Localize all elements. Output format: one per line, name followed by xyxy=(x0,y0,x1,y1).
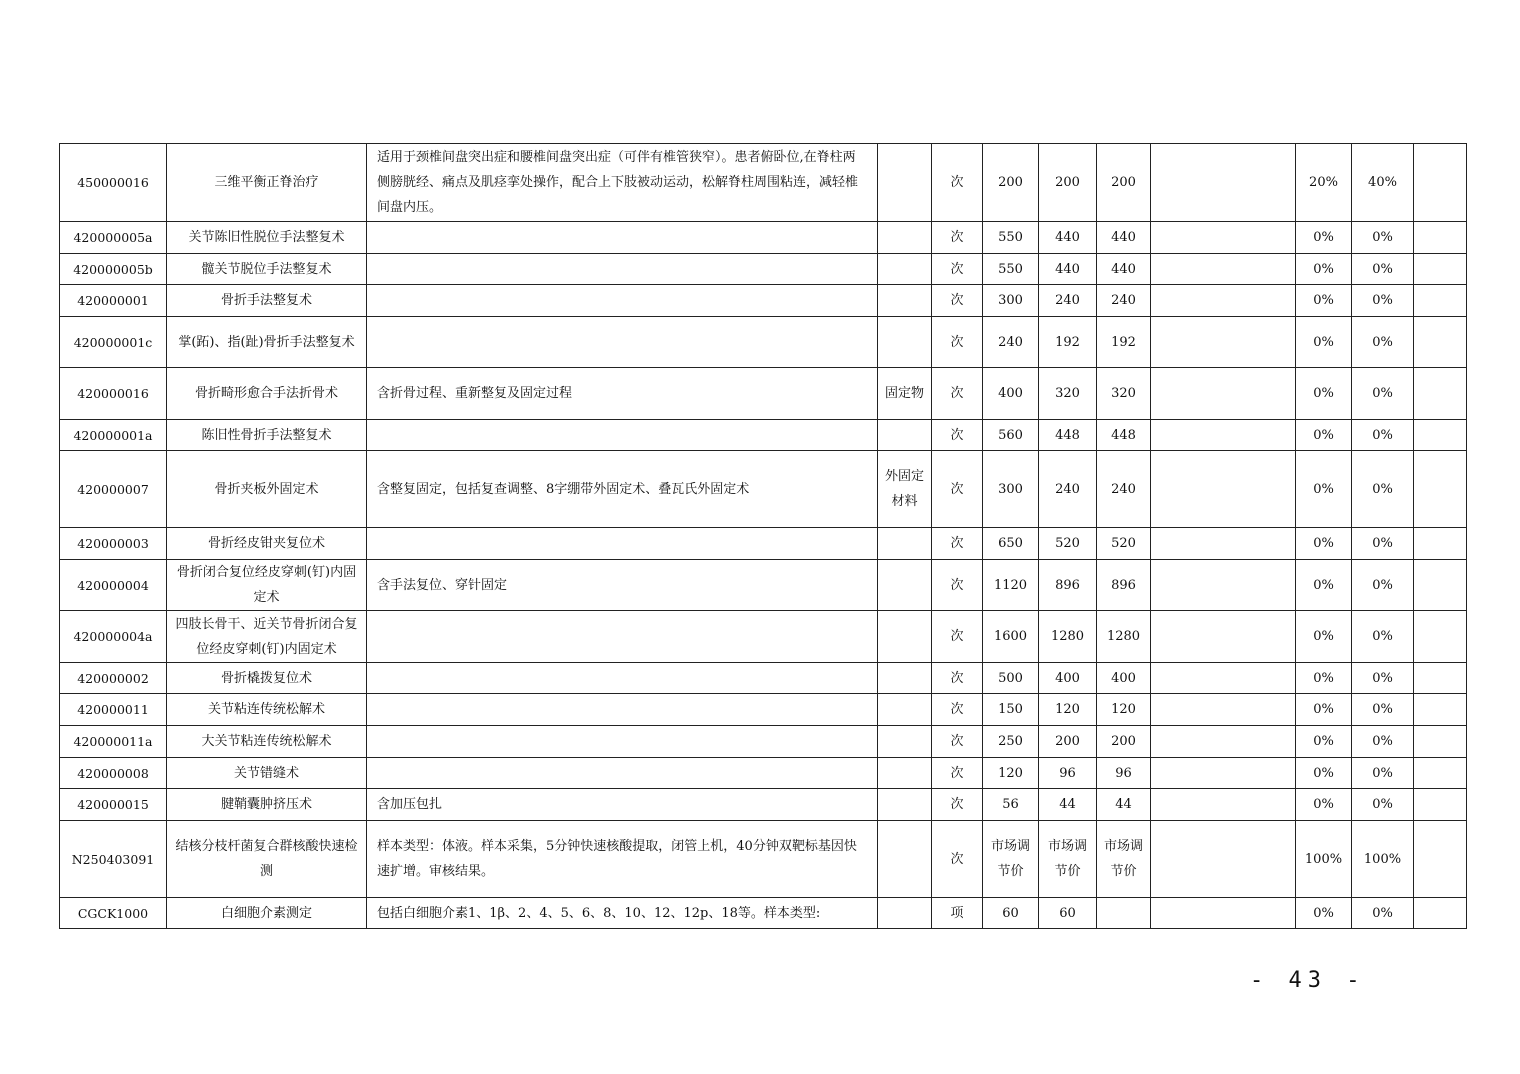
empty-cell xyxy=(1414,222,1467,254)
price-cell: 200 xyxy=(983,144,1039,222)
ratio-cell: 0% xyxy=(1296,663,1352,694)
code-cell: 420000005a xyxy=(60,222,167,254)
note-cell xyxy=(1151,368,1296,420)
price-cell: 60 xyxy=(983,898,1039,929)
exclude-cell xyxy=(878,222,932,254)
ratio-cell: 0% xyxy=(1296,368,1352,420)
price-cell: 150 xyxy=(983,694,1039,726)
ratio-cell: 0% xyxy=(1296,560,1352,611)
ratio-cell: 0% xyxy=(1352,222,1414,254)
empty-cell xyxy=(1414,317,1467,368)
desc-cell: 含整复固定，包括复查调整、8字绷带外固定术、叠瓦氏外固定术 xyxy=(367,451,878,528)
code-cell: 420000004 xyxy=(60,560,167,611)
price-cell: 400 xyxy=(1097,663,1151,694)
table-row xyxy=(60,317,1467,368)
name-cell: 白细胞介素测定 xyxy=(167,898,367,929)
table-row xyxy=(60,663,1467,694)
unit-cell: 次 xyxy=(932,285,983,317)
price-cell: 896 xyxy=(1039,560,1097,611)
name-cell: 骨折手法整复术 xyxy=(167,285,367,317)
price-cell: 60 xyxy=(1039,898,1097,929)
desc-cell: 适用于颈椎间盘突出症和腰椎间盘突出症（可伴有椎管狭窄）。患者俯卧位,在脊柱两侧膀胱经、痛点及肌痉挛处操作，配合上下肢被动运动，松解脊柱周围粘连，减轻椎间盘内压。 xyxy=(367,144,878,222)
name-cell: 关节粘连传统松解术 xyxy=(167,694,367,726)
table-row xyxy=(60,528,1467,560)
ratio-cell: 0% xyxy=(1352,789,1414,821)
desc-cell xyxy=(367,726,878,758)
desc-cell xyxy=(367,420,878,451)
unit-cell: 次 xyxy=(932,611,983,663)
price-cell: 192 xyxy=(1039,317,1097,368)
exclude-cell xyxy=(878,144,932,222)
table-row xyxy=(60,451,1467,528)
empty-cell xyxy=(1414,694,1467,726)
name-cell: 陈旧性骨折手法整复术 xyxy=(167,420,367,451)
note-cell xyxy=(1151,560,1296,611)
unit-cell: 次 xyxy=(932,528,983,560)
note-cell xyxy=(1151,758,1296,789)
exclude-cell xyxy=(878,285,932,317)
note-cell xyxy=(1151,285,1296,317)
price-cell: 1600 xyxy=(983,611,1039,663)
table-body xyxy=(60,144,1467,929)
desc-cell: 含折骨过程、重新整复及固定过程 xyxy=(367,368,878,420)
price-cell: 440 xyxy=(1097,254,1151,285)
ratio-cell: 0% xyxy=(1296,726,1352,758)
desc-cell xyxy=(367,694,878,726)
table-row xyxy=(60,368,1467,420)
ratio-cell: 0% xyxy=(1296,611,1352,663)
ratio-cell: 0% xyxy=(1352,285,1414,317)
price-cell: 120 xyxy=(1039,694,1097,726)
price-cell: 44 xyxy=(1097,789,1151,821)
price-cell: 440 xyxy=(1039,254,1097,285)
table-row xyxy=(60,694,1467,726)
empty-cell xyxy=(1414,254,1467,285)
code-cell: 420000011 xyxy=(60,694,167,726)
unit-cell: 次 xyxy=(932,663,983,694)
exclude-cell xyxy=(878,663,932,694)
empty-cell xyxy=(1414,420,1467,451)
note-cell xyxy=(1151,254,1296,285)
name-cell: 骨折夹板外固定术 xyxy=(167,451,367,528)
unit-cell: 次 xyxy=(932,821,983,898)
exclude-cell xyxy=(878,758,932,789)
name-cell: 关节错缝术 xyxy=(167,758,367,789)
note-cell xyxy=(1151,420,1296,451)
name-cell: 掌(跖)、指(趾)骨折手法整复术 xyxy=(167,317,367,368)
ratio-cell: 20% xyxy=(1296,144,1352,222)
ratio-cell: 0% xyxy=(1352,560,1414,611)
note-cell xyxy=(1151,144,1296,222)
code-cell: 420000011a xyxy=(60,726,167,758)
desc-cell xyxy=(367,663,878,694)
name-cell: 结核分枝杆菌复合群核酸快速检测 xyxy=(167,821,367,898)
unit-cell: 次 xyxy=(932,789,983,821)
page-number: - 43 - xyxy=(1250,968,1366,993)
price-cell: 250 xyxy=(983,726,1039,758)
exclude-cell: 固定物 xyxy=(878,368,932,420)
table-row xyxy=(60,898,1467,929)
note-cell xyxy=(1151,317,1296,368)
price-cell: 240 xyxy=(983,317,1039,368)
exclude-cell xyxy=(878,726,932,758)
name-cell: 关节陈旧性脱位手法整复术 xyxy=(167,222,367,254)
ratio-cell: 0% xyxy=(1296,694,1352,726)
name-cell: 骨折闭合复位经皮穿刺(钉)内固定术 xyxy=(167,560,367,611)
exclude-cell xyxy=(878,694,932,726)
price-cell: 市场调节价 xyxy=(1097,821,1151,898)
exclude-cell xyxy=(878,821,932,898)
table-row xyxy=(60,222,1467,254)
price-cell: 550 xyxy=(983,222,1039,254)
empty-cell xyxy=(1414,144,1467,222)
price-cell: 200 xyxy=(1097,726,1151,758)
ratio-cell: 0% xyxy=(1296,898,1352,929)
price-cell: 1280 xyxy=(1097,611,1151,663)
note-cell xyxy=(1151,694,1296,726)
unit-cell: 次 xyxy=(932,317,983,368)
ratio-cell: 40% xyxy=(1352,144,1414,222)
price-cell: 650 xyxy=(983,528,1039,560)
note-cell xyxy=(1151,451,1296,528)
ratio-cell: 0% xyxy=(1296,317,1352,368)
empty-cell xyxy=(1414,663,1467,694)
unit-cell: 次 xyxy=(932,694,983,726)
price-cell: 1280 xyxy=(1039,611,1097,663)
code-cell: 420000008 xyxy=(60,758,167,789)
code-cell: 420000002 xyxy=(60,663,167,694)
unit-cell: 次 xyxy=(932,368,983,420)
exclude-cell xyxy=(878,560,932,611)
desc-cell: 含手法复位、穿针固定 xyxy=(367,560,878,611)
note-cell xyxy=(1151,528,1296,560)
name-cell: 三维平衡正脊治疗 xyxy=(167,144,367,222)
unit-cell: 次 xyxy=(932,420,983,451)
price-cell: 240 xyxy=(1039,285,1097,317)
code-cell: 420000007 xyxy=(60,451,167,528)
note-cell xyxy=(1151,898,1296,929)
ratio-cell: 0% xyxy=(1296,222,1352,254)
exclude-cell xyxy=(878,789,932,821)
note-cell xyxy=(1151,663,1296,694)
price-cell: 520 xyxy=(1097,528,1151,560)
price-cell: 300 xyxy=(983,285,1039,317)
note-cell xyxy=(1151,789,1296,821)
table-row xyxy=(60,821,1467,898)
ratio-cell: 0% xyxy=(1352,663,1414,694)
ratio-cell: 100% xyxy=(1352,821,1414,898)
ratio-cell: 0% xyxy=(1352,528,1414,560)
ratio-cell: 0% xyxy=(1352,758,1414,789)
price-cell: 96 xyxy=(1097,758,1151,789)
code-cell: 420000016 xyxy=(60,368,167,420)
note-cell xyxy=(1151,726,1296,758)
name-cell: 髋关节脱位手法整复术 xyxy=(167,254,367,285)
empty-cell xyxy=(1414,789,1467,821)
price-cell: 市场调节价 xyxy=(1039,821,1097,898)
fee-table xyxy=(59,143,1467,929)
ratio-cell: 0% xyxy=(1352,611,1414,663)
ratio-cell: 100% xyxy=(1296,821,1352,898)
ratio-cell: 0% xyxy=(1296,451,1352,528)
ratio-cell: 0% xyxy=(1352,451,1414,528)
note-cell xyxy=(1151,222,1296,254)
ratio-cell: 0% xyxy=(1296,254,1352,285)
price-cell: 120 xyxy=(983,758,1039,789)
empty-cell xyxy=(1414,368,1467,420)
unit-cell: 次 xyxy=(932,144,983,222)
price-cell: 520 xyxy=(1039,528,1097,560)
table-row xyxy=(60,144,1467,222)
exclude-cell xyxy=(878,254,932,285)
price-cell: 448 xyxy=(1039,420,1097,451)
ratio-cell: 0% xyxy=(1352,368,1414,420)
empty-cell xyxy=(1414,758,1467,789)
empty-cell xyxy=(1414,451,1467,528)
price-cell: 500 xyxy=(983,663,1039,694)
desc-cell xyxy=(367,611,878,663)
empty-cell xyxy=(1414,528,1467,560)
price-cell: 44 xyxy=(1039,789,1097,821)
empty-cell xyxy=(1414,611,1467,663)
desc-cell xyxy=(367,254,878,285)
name-cell: 四肢长骨干、近关节骨折闭合复位经皮穿刺(钉)内固定术 xyxy=(167,611,367,663)
code-cell: 420000005b xyxy=(60,254,167,285)
ratio-cell: 0% xyxy=(1352,898,1414,929)
code-cell: 420000001a xyxy=(60,420,167,451)
price-cell: 200 xyxy=(1097,144,1151,222)
unit-cell: 项 xyxy=(932,898,983,929)
code-cell: N250403091 xyxy=(60,821,167,898)
code-cell: 420000003 xyxy=(60,528,167,560)
desc-cell xyxy=(367,758,878,789)
desc-cell xyxy=(367,528,878,560)
empty-cell xyxy=(1414,560,1467,611)
price-cell: 240 xyxy=(1097,285,1151,317)
empty-cell xyxy=(1414,285,1467,317)
ratio-cell: 0% xyxy=(1352,420,1414,451)
price-cell xyxy=(1097,898,1151,929)
price-cell: 200 xyxy=(1039,726,1097,758)
price-cell: 400 xyxy=(1039,663,1097,694)
price-cell: 400 xyxy=(983,368,1039,420)
name-cell: 骨折经皮钳夹复位术 xyxy=(167,528,367,560)
unit-cell: 次 xyxy=(932,222,983,254)
ratio-cell: 0% xyxy=(1296,758,1352,789)
price-cell: 560 xyxy=(983,420,1039,451)
unit-cell: 次 xyxy=(932,758,983,789)
price-cell: 1120 xyxy=(983,560,1039,611)
desc-cell xyxy=(367,317,878,368)
code-cell: 420000001c xyxy=(60,317,167,368)
unit-cell: 次 xyxy=(932,726,983,758)
unit-cell: 次 xyxy=(932,560,983,611)
price-cell: 440 xyxy=(1039,222,1097,254)
name-cell: 骨折畸形愈合手法折骨术 xyxy=(167,368,367,420)
code-cell: 450000016 xyxy=(60,144,167,222)
code-cell: 420000001 xyxy=(60,285,167,317)
price-cell: 896 xyxy=(1097,560,1151,611)
code-cell: CGCK1000 xyxy=(60,898,167,929)
name-cell: 腱鞘囊肿挤压术 xyxy=(167,789,367,821)
ratio-cell: 0% xyxy=(1352,254,1414,285)
price-cell: 240 xyxy=(1097,451,1151,528)
table-row xyxy=(60,285,1467,317)
note-cell xyxy=(1151,611,1296,663)
table-row xyxy=(60,420,1467,451)
name-cell: 骨折橇拨复位术 xyxy=(167,663,367,694)
ratio-cell: 0% xyxy=(1352,694,1414,726)
price-cell: 320 xyxy=(1039,368,1097,420)
unit-cell: 次 xyxy=(932,254,983,285)
price-cell: 120 xyxy=(1097,694,1151,726)
note-cell xyxy=(1151,821,1296,898)
ratio-cell: 0% xyxy=(1352,726,1414,758)
price-cell: 240 xyxy=(1039,451,1097,528)
ratio-cell: 0% xyxy=(1296,789,1352,821)
ratio-cell: 0% xyxy=(1296,285,1352,317)
code-cell: 420000015 xyxy=(60,789,167,821)
ratio-cell: 0% xyxy=(1296,420,1352,451)
price-cell: 320 xyxy=(1097,368,1151,420)
table-row xyxy=(60,726,1467,758)
empty-cell xyxy=(1414,898,1467,929)
exclude-cell xyxy=(878,420,932,451)
exclude-cell: 外固定材料 xyxy=(878,451,932,528)
price-cell: 市场调节价 xyxy=(983,821,1039,898)
desc-cell xyxy=(367,222,878,254)
exclude-cell xyxy=(878,528,932,560)
unit-cell: 次 xyxy=(932,451,983,528)
table-row xyxy=(60,254,1467,285)
price-cell: 448 xyxy=(1097,420,1151,451)
empty-cell xyxy=(1414,726,1467,758)
desc-cell xyxy=(367,285,878,317)
price-cell: 96 xyxy=(1039,758,1097,789)
table-row xyxy=(60,758,1467,789)
table-row xyxy=(60,560,1467,611)
desc-cell: 含加压包扎 xyxy=(367,789,878,821)
price-cell: 200 xyxy=(1039,144,1097,222)
exclude-cell xyxy=(878,317,932,368)
desc-cell: 样本类型：体液。样本采集，5分钟快速核酸提取，闭管上机，40分钟双靶标基因快速扩增。审核结果。 xyxy=(367,821,878,898)
price-cell: 300 xyxy=(983,451,1039,528)
ratio-cell: 0% xyxy=(1352,317,1414,368)
price-cell: 56 xyxy=(983,789,1039,821)
table-row xyxy=(60,611,1467,663)
price-cell: 550 xyxy=(983,254,1039,285)
price-cell: 440 xyxy=(1097,222,1151,254)
exclude-cell xyxy=(878,611,932,663)
empty-cell xyxy=(1414,821,1467,898)
price-cell: 192 xyxy=(1097,317,1151,368)
exclude-cell xyxy=(878,898,932,929)
desc-cell: 包括白细胞介素1、1β、2、4、5、6、8、10、12、12p、18等。样本类型: xyxy=(367,898,878,929)
ratio-cell: 0% xyxy=(1296,528,1352,560)
code-cell: 420000004a xyxy=(60,611,167,663)
table-row xyxy=(60,789,1467,821)
name-cell: 大关节粘连传统松解术 xyxy=(167,726,367,758)
